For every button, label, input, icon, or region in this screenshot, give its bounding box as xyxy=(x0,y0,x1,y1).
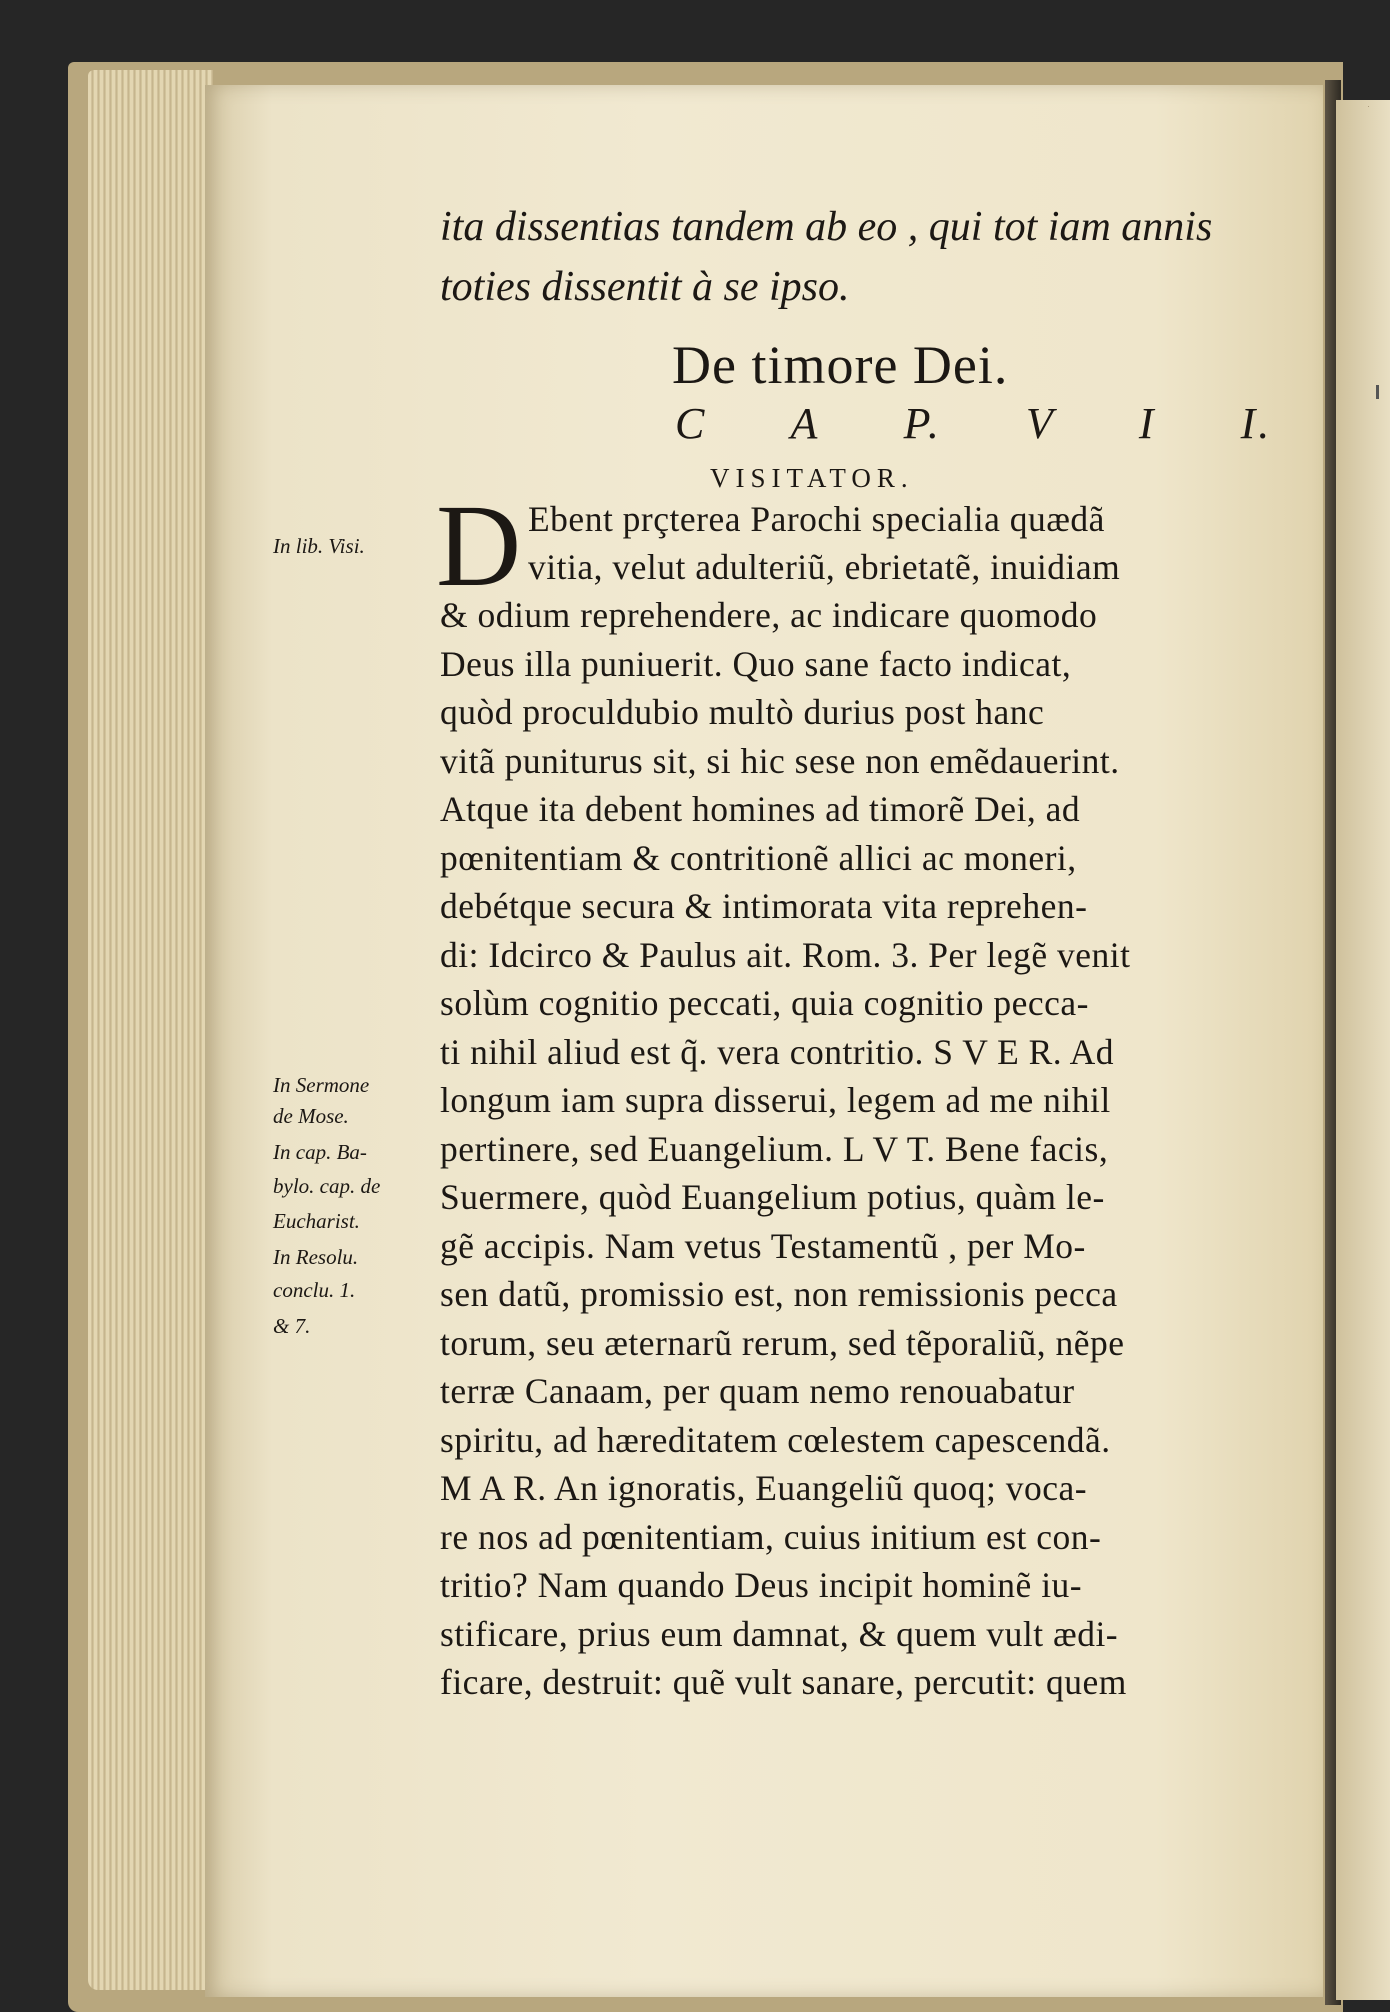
margin-note-line: bylo. cap. de xyxy=(273,1174,381,1198)
chapter-title: De timore Dei. xyxy=(672,335,1009,395)
body-line: quòd proculdubio multò durius post hanc xyxy=(440,692,1045,732)
body-line: vitã puniturus sit, si hic sese non emẽdauerint. xyxy=(440,741,1120,781)
body-line: ficare, destruit: quẽ vult sanare, percutit: quem xyxy=(440,1662,1127,1702)
continuation-line-2: toties dissentit à se ipso. xyxy=(440,264,850,310)
body-line: torum, seu æternarũ rerum, sed tẽporaliũ, nẽpe xyxy=(440,1323,1125,1363)
margin-note-line: In Sermone xyxy=(273,1073,370,1097)
body-line: pertinere, sed Euangelium. L V T. Bene facis, xyxy=(440,1129,1109,1169)
margin-note-line: In cap. Ba- xyxy=(273,1140,367,1164)
speaker-heading: VISITATOR. xyxy=(710,463,914,493)
body-line: pœnitentiam & contritionẽ allici ac moneri, xyxy=(440,838,1077,878)
body-line: di: Idcirco & Paulus ait. Rom. 3. Per legẽ venit xyxy=(440,935,1131,975)
body-line: longum iam supra disserui, legem ad me nihil xyxy=(440,1080,1111,1120)
margin-note-line: In Resolu. xyxy=(273,1245,359,1269)
body-line: & odium reprehendere, ac indicare quomodo xyxy=(440,595,1098,635)
chapter-number: C A P. V I I. xyxy=(675,399,1273,448)
body-line: M A R. An ignoratis, Euangeliũ quoq; voca- xyxy=(440,1468,1088,1508)
body-line: stificare, prius eum damnat, & quem vult ædi- xyxy=(440,1614,1119,1654)
body-line: Ebent prçterea Parochi specialia quædã xyxy=(528,499,1105,539)
margin-note-line: & 7. xyxy=(273,1314,311,1338)
margin-note: In lib. Visi. xyxy=(273,534,365,558)
body-line: tritio? Nam quando Deus incipit hominẽ iu- xyxy=(440,1565,1083,1605)
body-line: vitia, velut adulteriũ, ebrietatẽ, inuidiam xyxy=(528,547,1121,587)
body-line: debétque secura & intimorata vita reprehen- xyxy=(440,886,1088,926)
body-line: ti nihil aliud est q̃. vera contritio. S V E R. Ad xyxy=(440,1032,1114,1072)
faint-rule xyxy=(1368,106,1369,107)
margin-note-line: de Mose. xyxy=(273,1104,349,1128)
bleed-through-mark xyxy=(1376,385,1379,399)
facing-page-edge xyxy=(1336,100,1390,2000)
page-stack-edges xyxy=(88,70,213,1990)
body-line: Deus illa puniuerit. Quo sane facto indicat, xyxy=(440,644,1072,684)
margin-note-line: Eucharist. xyxy=(273,1209,360,1233)
margin-note-line: conclu. 1. xyxy=(273,1278,356,1302)
continuation-line-1: ita dissentias tandem ab eo , qui tot iam annis xyxy=(440,204,1213,250)
body-line: terræ Canaam, per quam nemo renouabatur xyxy=(440,1371,1075,1411)
body-line: solùm cognitio peccati, quia cognitio pecca- xyxy=(440,983,1089,1023)
body-line: spiritu, ad hæreditatem cœlestem capescendã. xyxy=(440,1420,1111,1460)
body-line: gẽ accipis. Nam vetus Testamentũ , per Mo- xyxy=(440,1226,1086,1266)
body-line: Atque ita debent homines ad timorẽ Dei, ad xyxy=(440,789,1081,829)
body-line: sen datũ, promissio est, non remissionis pecca xyxy=(440,1274,1118,1314)
body-line: re nos ad pœnitentiam, cuius initium est con- xyxy=(440,1517,1102,1557)
body-line: Suermere, quòd Euangelium potius, quàm le- xyxy=(440,1177,1105,1217)
drop-cap-initial: D xyxy=(436,480,522,611)
